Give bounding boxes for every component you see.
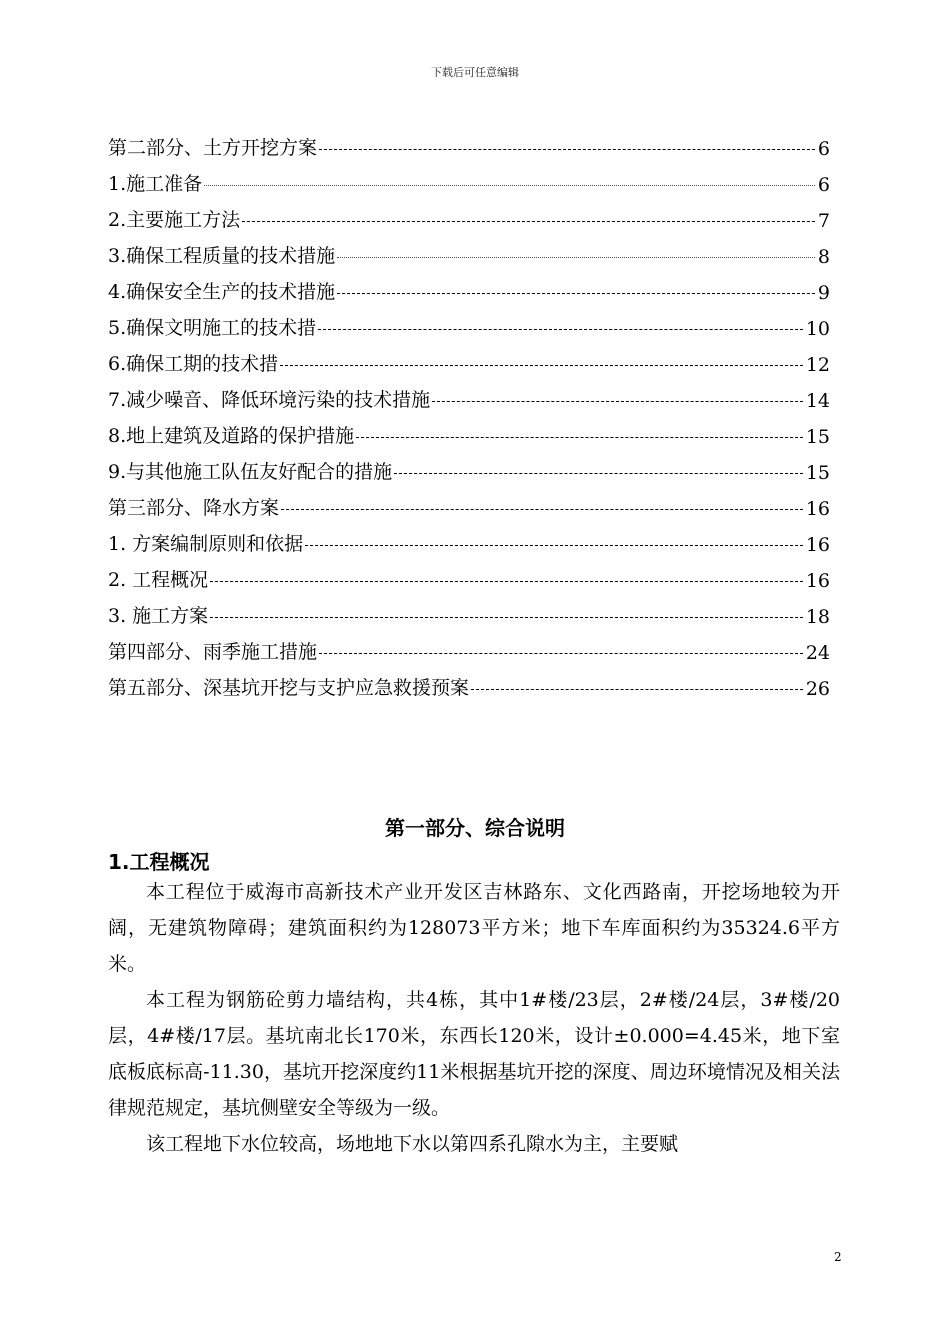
toc-entry-label: 2. 工程概况 (108, 569, 209, 591)
toc-entry (108, 232, 830, 268)
toc-entry-label: 4.确保安全生产的技术措施 (108, 281, 336, 303)
toc-leader (319, 653, 803, 654)
toc-entry (108, 196, 830, 232)
paragraph: 本工程位于威海市高新技术产业开发区吉林路东、文化西路南，开挖场地较为开阔，无建筑物障碍；建筑面积约为128073平方米；地下车库面积约为35324.6平方米。 (108, 881, 840, 975)
toc-entry-label: 5.确保文明施工的技术措 (108, 317, 317, 339)
toc-entry (108, 160, 830, 196)
table-of-contents (108, 124, 830, 700)
toc-entry (108, 304, 830, 340)
toc-leader (337, 293, 815, 294)
toc-entry-label: 1.施工准备 (108, 173, 203, 195)
page-number: 2 (834, 1250, 842, 1264)
toc-entry-page: 24 (805, 642, 830, 664)
toc-leader (394, 473, 803, 474)
toc-leader (281, 509, 803, 510)
toc-leader (210, 581, 803, 582)
toc-entry (108, 124, 830, 160)
body-text (108, 874, 840, 1162)
subsection-title: 1.工程概况 (108, 850, 210, 874)
toc-leader (319, 149, 815, 150)
toc-entry-label: 9.与其他施工队伍友好配合的措施 (108, 461, 393, 483)
toc-entry (108, 484, 830, 520)
paragraph: 该工程地下水位较高，场地地下水以第四系孔隙水为主，主要赋 (146, 1133, 679, 1155)
toc-leader (356, 437, 803, 438)
toc-leader (337, 257, 815, 258)
toc-entry (108, 340, 830, 376)
toc-leader (210, 617, 803, 618)
toc-entry-page: 8 (817, 246, 830, 268)
toc-entry (108, 664, 830, 700)
toc-entry (108, 412, 830, 448)
toc-entry-label: 第五部分、深基坑开挖与支护应急救援预案 (108, 677, 470, 699)
toc-entry-label: 8.地上建筑及道路的保护措施 (108, 425, 355, 447)
toc-entry (108, 556, 830, 592)
toc-entry-label: 2.主要施工方法 (108, 209, 241, 231)
toc-entry-label: 3. 施工方案 (108, 605, 209, 627)
toc-entry-page: 7 (817, 210, 830, 232)
toc-entry-page: 15 (805, 426, 830, 448)
toc-leader (305, 545, 803, 546)
toc-entry-page: 12 (805, 354, 830, 376)
toc-entry (108, 376, 830, 412)
toc-leader (280, 365, 803, 366)
toc-entry-page: 6 (817, 174, 830, 196)
toc-leader (432, 401, 803, 402)
toc-entry-label: 第三部分、降水方案 (108, 497, 280, 519)
toc-entry (108, 448, 830, 484)
section-title: 第一部分、综合说明 (385, 816, 565, 840)
toc-entry-page: 18 (805, 606, 830, 628)
toc-entry-page: 9 (817, 282, 830, 304)
toc-entry-label: 6.确保工期的技术措 (108, 353, 279, 375)
toc-entry (108, 628, 830, 664)
toc-entry-label: 7.减少噪音、降低环境污染的技术措施 (108, 389, 431, 411)
toc-entry (108, 520, 830, 556)
toc-entry-page: 26 (805, 678, 830, 700)
toc-leader (242, 221, 815, 222)
toc-entry-page: 16 (805, 534, 830, 556)
toc-entry-page: 16 (805, 570, 830, 592)
toc-entry-label: 1. 方案编制原则和依据 (108, 533, 304, 555)
toc-entry-label: 第四部分、雨季施工措施 (108, 641, 318, 663)
toc-entry (108, 268, 830, 304)
toc-entry (108, 592, 830, 628)
page-header: 下载后可任意编辑 (431, 66, 519, 79)
toc-leader (318, 329, 803, 330)
toc-entry-label: 第二部分、土方开挖方案 (108, 137, 318, 159)
toc-leader (204, 185, 815, 186)
toc-entry-page: 16 (805, 498, 830, 520)
toc-entry-page: 6 (817, 138, 830, 160)
toc-leader (471, 689, 803, 690)
toc-entry-label: 3.确保工程质量的技术措施 (108, 245, 336, 267)
toc-entry-page: 10 (805, 318, 830, 340)
toc-entry-page: 14 (805, 390, 830, 412)
toc-entry-page: 15 (805, 462, 830, 484)
paragraph: 本工程为钢筋砼剪力墙结构，共4栋，其中1#楼/23层，2#楼/24层，3#楼/20层，4#楼/17层。基坑南北长170米，东西长120米，设计±0.000=4.45米，地下室底板底标高-11.30，基坑开挖深度约11米根据基坑开挖的深度、周边环境情况及相关法律规范规定，基坑侧壁安全等级为一级。 (108, 989, 840, 1119)
